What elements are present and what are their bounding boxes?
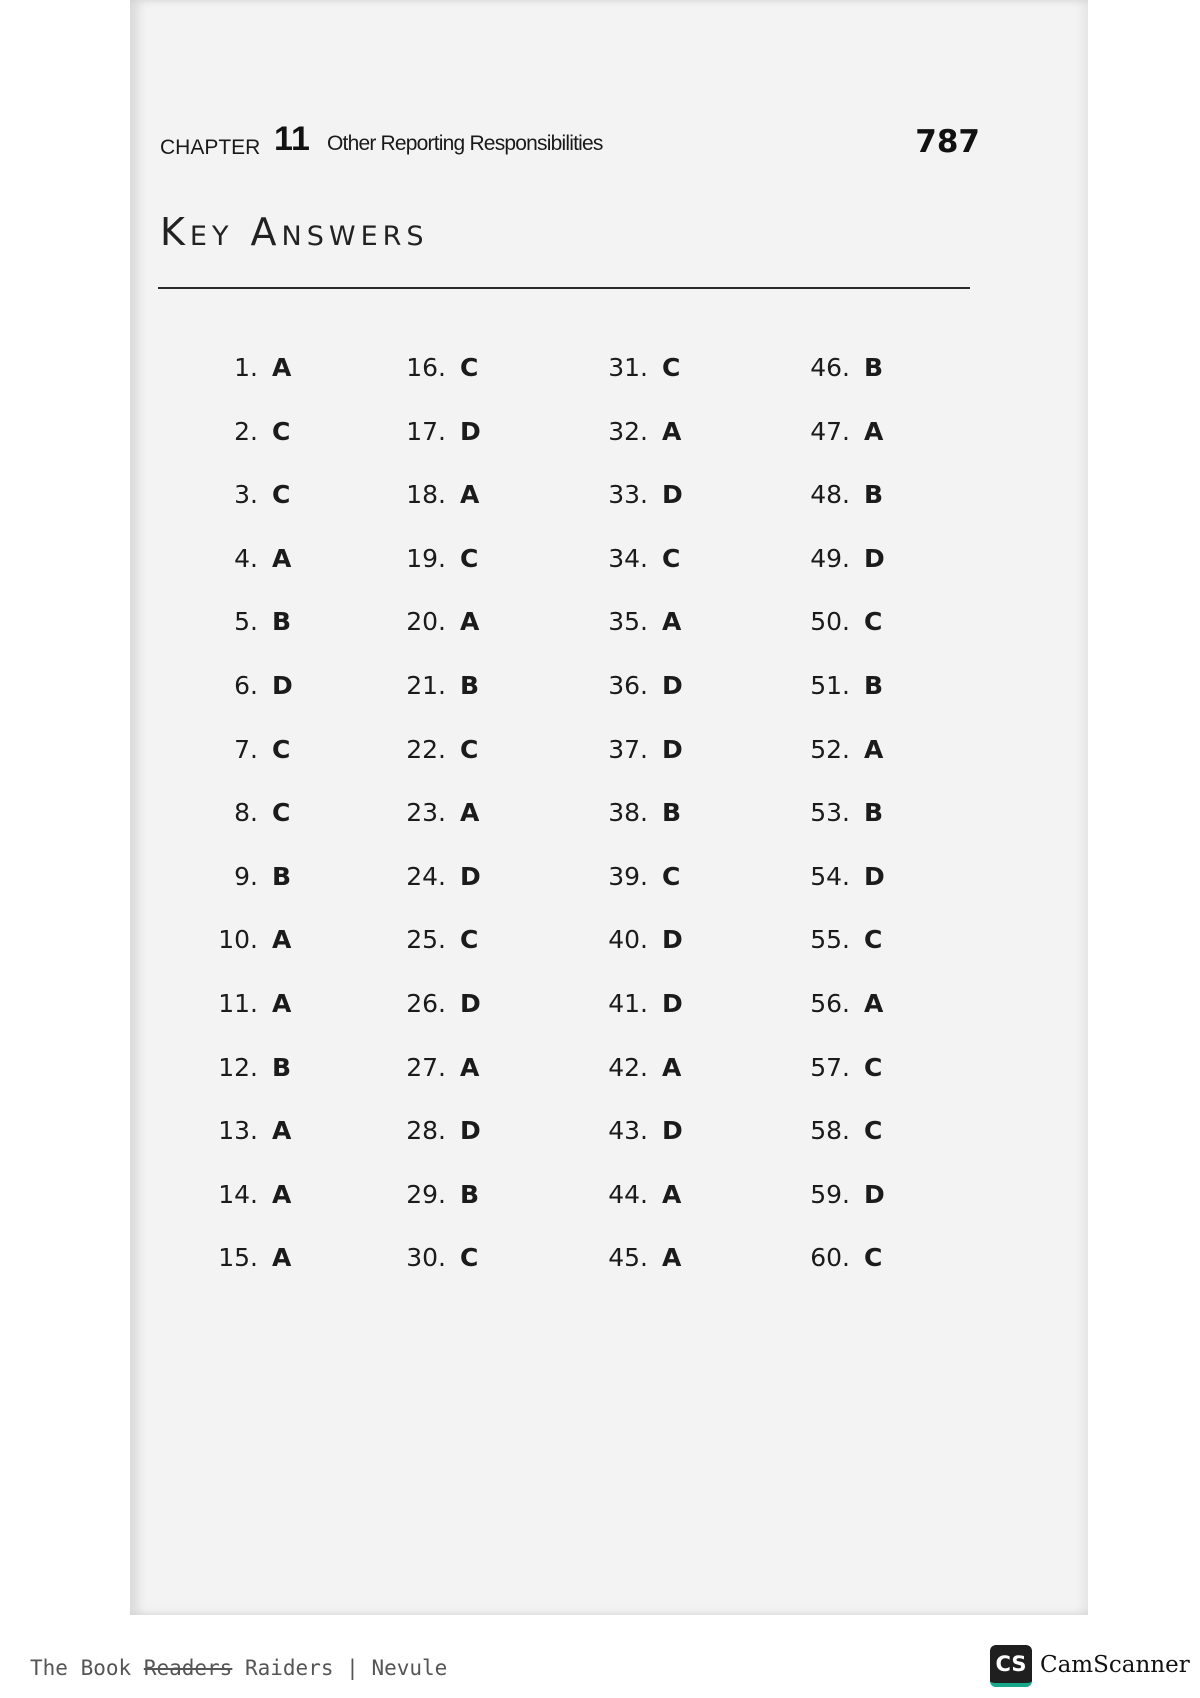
chapter-label: CHAPTER: [160, 136, 261, 159]
answer-item: [790, 798, 940, 834]
footer-uploader: Nevule: [371, 1656, 448, 1680]
answer-item: [386, 798, 536, 834]
answer-letter: C: [662, 544, 681, 573]
answer-letter: A: [460, 607, 480, 636]
answer-item: [588, 417, 738, 453]
answer-item: [588, 735, 738, 771]
answer-number: 2.: [234, 417, 258, 446]
answer-letter: A: [272, 353, 292, 382]
footer-struck-word: Readers: [143, 1656, 233, 1680]
answer-number: 13.: [218, 1116, 258, 1145]
answer-number: 16.: [406, 353, 446, 382]
answer-number: 45.: [608, 1243, 648, 1272]
answer-number: 42.: [608, 1053, 648, 1082]
answer-letter: C: [662, 862, 681, 891]
answer-item: [198, 1180, 348, 1216]
answer-number: 37.: [608, 735, 648, 764]
section-title: Key Answers: [160, 210, 429, 254]
answer-item: [588, 544, 738, 580]
answer-letter: A: [662, 607, 682, 636]
answer-item: [198, 417, 348, 453]
answer-item: [790, 607, 940, 643]
answer-letter: B: [864, 480, 884, 509]
answer-letter: B: [864, 798, 884, 827]
answer-letter: C: [864, 925, 883, 954]
answer-item: [790, 1116, 940, 1152]
answer-item: [790, 989, 940, 1025]
answer-item: [790, 1053, 940, 1089]
answer-number: 15.: [218, 1243, 258, 1272]
answer-item: [790, 1243, 940, 1279]
footer-separator: |: [346, 1656, 359, 1680]
answer-letter: A: [864, 989, 884, 1018]
answer-letter: A: [460, 480, 480, 509]
answer-item: [198, 353, 348, 389]
answer-number: 8.: [234, 798, 258, 827]
chapter-title: Other Reporting Responsibilities: [327, 132, 603, 155]
answer-letter: B: [272, 862, 292, 891]
answer-letter: D: [460, 1116, 481, 1145]
answer-item: [790, 1180, 940, 1216]
answer-letter: B: [662, 798, 682, 827]
answer-number: 35.: [608, 607, 648, 636]
answer-item: [790, 925, 940, 961]
answer-letter: D: [460, 417, 481, 446]
answer-item: [198, 798, 348, 834]
answer-letter: C: [272, 480, 291, 509]
answer-item: [588, 1243, 738, 1279]
answer-letter: A: [662, 1180, 682, 1209]
answer-number: 20.: [406, 607, 446, 636]
answer-number: 22.: [406, 735, 446, 764]
answer-number: 5.: [234, 607, 258, 636]
answer-letter: B: [272, 1053, 292, 1082]
answer-number: 38.: [608, 798, 648, 827]
answer-item: [588, 607, 738, 643]
answer-letter: C: [864, 607, 883, 636]
answer-number: 47.: [810, 417, 850, 446]
answer-letter: C: [272, 417, 291, 446]
answer-letter: B: [864, 353, 884, 382]
answer-number: 14.: [218, 1180, 258, 1209]
answer-item: [588, 1053, 738, 1089]
answer-item: [386, 544, 536, 580]
answer-number: 31.: [608, 353, 648, 382]
answer-number: 44.: [608, 1180, 648, 1209]
answer-item: [790, 480, 940, 516]
answer-letter: A: [864, 735, 884, 764]
answer-number: 28.: [406, 1116, 446, 1145]
answer-item: [790, 671, 940, 707]
answer-number: 36.: [608, 671, 648, 700]
answer-number: 17.: [406, 417, 446, 446]
answer-letter: D: [662, 1116, 683, 1145]
chapter-number: 11: [274, 120, 310, 158]
answer-number: 54.: [810, 862, 850, 891]
answer-number: 40.: [608, 925, 648, 954]
answer-number: 12.: [218, 1053, 258, 1082]
answer-letter: C: [460, 925, 479, 954]
answer-number: 41.: [608, 989, 648, 1018]
answer-letter: D: [460, 862, 481, 891]
answer-letter: B: [272, 607, 292, 636]
answer-item: [386, 862, 536, 898]
answer-number: 59.: [810, 1180, 850, 1209]
answer-item: [198, 671, 348, 707]
answer-item: [588, 798, 738, 834]
answer-letter: C: [864, 1053, 883, 1082]
answer-letter: D: [864, 1180, 885, 1209]
camscanner-app-name: CamScanner: [1040, 1652, 1190, 1678]
answer-letter: C: [864, 1243, 883, 1272]
footer-book-prefix: The Book: [30, 1656, 132, 1680]
answer-item: [198, 735, 348, 771]
answer-item: [386, 1180, 536, 1216]
answer-letter: D: [460, 989, 481, 1018]
answer-number: 51.: [810, 671, 850, 700]
answer-item: [198, 480, 348, 516]
answer-letter: D: [662, 925, 683, 954]
answer-item: [198, 544, 348, 580]
answer-number: 24.: [406, 862, 446, 891]
answer-number: 19.: [406, 544, 446, 573]
answer-number: 10.: [218, 925, 258, 954]
answer-item: [386, 480, 536, 516]
answer-letter: C: [460, 544, 479, 573]
answer-letter: C: [272, 798, 291, 827]
answer-number: 18.: [406, 480, 446, 509]
answer-letter: A: [662, 1243, 682, 1272]
answer-letter: D: [864, 544, 885, 573]
camscanner-logo-icon: CS: [990, 1645, 1032, 1687]
answer-number: 48.: [810, 480, 850, 509]
answer-number: 4.: [234, 544, 258, 573]
answer-number: 27.: [406, 1053, 446, 1082]
answer-letter: C: [272, 735, 291, 764]
answer-number: 34.: [608, 544, 648, 573]
answer-letter: C: [864, 1116, 883, 1145]
answer-letter: A: [272, 1243, 292, 1272]
answer-letter: C: [662, 353, 681, 382]
answer-number: 43.: [608, 1116, 648, 1145]
answer-item: [386, 671, 536, 707]
answer-letter: A: [460, 798, 480, 827]
answer-item: [790, 417, 940, 453]
answer-item: [588, 989, 738, 1025]
answer-item: [790, 544, 940, 580]
answer-item: [588, 480, 738, 516]
answer-item: [588, 862, 738, 898]
answer-item: [386, 353, 536, 389]
answer-letter: A: [272, 544, 292, 573]
answer-number: 60.: [810, 1243, 850, 1272]
answer-number: 57.: [810, 1053, 850, 1082]
answer-letter: C: [460, 735, 479, 764]
answer-number: 21.: [406, 671, 446, 700]
answer-item: [588, 1180, 738, 1216]
answer-number: 11.: [218, 989, 258, 1018]
answer-item: [198, 925, 348, 961]
answer-letter: A: [864, 417, 884, 446]
answer-number: 3.: [234, 480, 258, 509]
answer-letter: A: [272, 1116, 292, 1145]
answer-number: 46.: [810, 353, 850, 382]
answer-item: [386, 1116, 536, 1152]
answer-number: 53.: [810, 798, 850, 827]
answer-item: [588, 925, 738, 961]
answer-number: 30.: [406, 1243, 446, 1272]
answer-letter: D: [272, 671, 293, 700]
answer-item: [386, 607, 536, 643]
answer-item: [386, 417, 536, 453]
answer-item: [790, 862, 940, 898]
answer-letter: A: [662, 1053, 682, 1082]
answer-number: 6.: [234, 671, 258, 700]
footer-credit: [30, 1656, 447, 1680]
answer-letter: A: [272, 989, 292, 1018]
answer-number: 23.: [406, 798, 446, 827]
page-number: 787: [915, 124, 980, 160]
answer-number: 29.: [406, 1180, 446, 1209]
answer-letter: A: [662, 417, 682, 446]
answer-number: 32.: [608, 417, 648, 446]
answer-item: [386, 735, 536, 771]
answer-letter: A: [272, 925, 292, 954]
answer-item: [198, 1243, 348, 1279]
answer-letter: A: [460, 1053, 480, 1082]
footer-book-suffix: Raiders: [244, 1656, 334, 1680]
answer-item: [386, 1243, 536, 1279]
answer-item: [790, 353, 940, 389]
answer-item: [790, 735, 940, 771]
answer-number: 7.: [234, 735, 258, 764]
answer-item: [198, 862, 348, 898]
answer-number: 1.: [234, 353, 258, 382]
answer-letter: C: [460, 1243, 479, 1272]
answer-number: 9.: [234, 862, 258, 891]
answer-number: 52.: [810, 735, 850, 764]
answer-number: 50.: [810, 607, 850, 636]
answer-letter: D: [662, 671, 683, 700]
answer-item: [198, 1116, 348, 1152]
answer-number: 39.: [608, 862, 648, 891]
answer-letter: B: [864, 671, 884, 700]
answer-item: [198, 607, 348, 643]
answer-letter: B: [460, 671, 480, 700]
answer-letter: A: [272, 1180, 292, 1209]
answer-number: 26.: [406, 989, 446, 1018]
answer-item: [588, 353, 738, 389]
answer-letter: D: [662, 735, 683, 764]
answer-item: [198, 1053, 348, 1089]
answer-item: [588, 671, 738, 707]
answer-letter: D: [662, 480, 683, 509]
answer-number: 25.: [406, 925, 446, 954]
answer-item: [386, 989, 536, 1025]
answer-number: 33.: [608, 480, 648, 509]
answer-item: [386, 1053, 536, 1089]
answer-letter: B: [460, 1180, 480, 1209]
answer-item: [588, 1116, 738, 1152]
answer-letter: D: [864, 862, 885, 891]
answer-number: 49.: [810, 544, 850, 573]
answer-number: 58.: [810, 1116, 850, 1145]
answer-number: 56.: [810, 989, 850, 1018]
answer-number: 55.: [810, 925, 850, 954]
answer-letter: C: [460, 353, 479, 382]
answer-letter: D: [662, 989, 683, 1018]
answer-item: [386, 925, 536, 961]
answer-item: [198, 989, 348, 1025]
